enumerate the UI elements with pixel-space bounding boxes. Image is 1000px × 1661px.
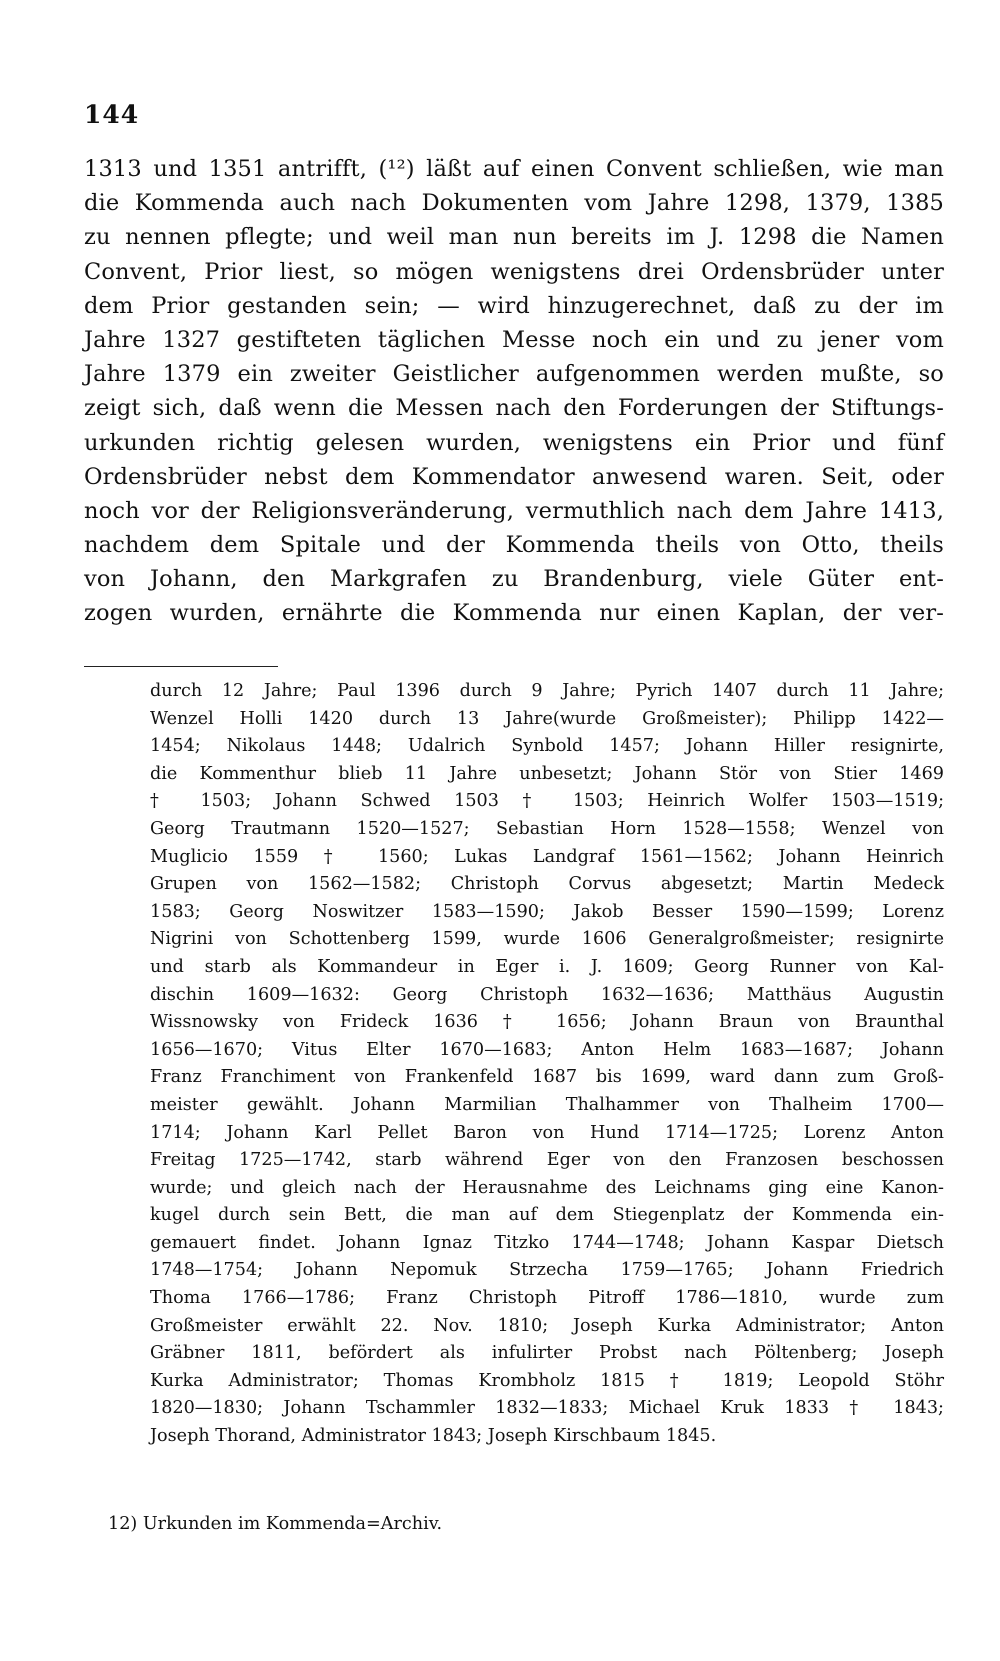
- note-line: durch 12 Jahre; Paul 1396 durch 9 Jahre; Pyrich 1407 durch 11 Jahre;: [150, 681, 944, 701]
- footnote-divider: [84, 666, 278, 667]
- note-line: Joseph Thorand, Administrator 1843; Joseph Kirschbaum 1845.: [150, 1426, 717, 1447]
- note-line: 1748—1754; Johann Nepomuk Strzecha 1759—1765; Johann Friedrich: [150, 1260, 944, 1281]
- note-line: 1583; Georg Noswitzer 1583—1590; Jakob Besser 1590—1599; Lorenz: [150, 901, 944, 922]
- note-line: 1714; Johann Karl Pellet Baron von Hund 1714—1725; Lorenz Anton: [150, 1122, 944, 1143]
- body-line: Jahre 1327 gestifteten täglichen Messe noch ein und zu jener vom: [84, 326, 944, 353]
- note-line: Muglicio 1559 † 1560; Lukas Landgraf 1561—1562; Johann Heinrich: [150, 846, 944, 867]
- note-line: meister gewählt. Johann Marmilian Thalhammer von Thalheim 1700—: [150, 1094, 944, 1115]
- note-line: Wenzel Holli 1420 durch 13 Jahre(wurde Großmeister); Philipp 1422—: [150, 708, 944, 729]
- note-line: Thoma 1766—1786; Franz Christoph Pitroff 1786—1810, wurde zum: [150, 1288, 944, 1309]
- note-line: Franz Franchiment von Frankenfeld 1687 bis 1699, ward dann zum Groß-: [150, 1067, 944, 1088]
- note-line: Nigrini von Schottenberg 1599, wurde 1606 Generalgroßmeister; resignirte: [150, 929, 944, 950]
- footnote-continuation: [84, 678, 944, 1451]
- note-line: Wissnowsky von Frideck 1636 † 1656; Johann Braun von Braunthal: [150, 1012, 944, 1033]
- body-text: [84, 152, 944, 631]
- body-line: zogen wurden, ernährte die Kommenda nur einen Kaplan, der ver-: [84, 600, 944, 627]
- note-line: 1820—1830; Johann Tschammler 1832—1833; Michael Kruk 1833 † 1843;: [150, 1398, 944, 1419]
- note-line: Georg Trautmann 1520—1527; Sebastian Horn 1528—1558; Wenzel von: [150, 818, 944, 839]
- body-line: noch vor der Religionsveränderung, vermuthlich nach dem Jahre 1413,: [84, 497, 944, 524]
- note-line: 1656—1670; Vitus Elter 1670—1683; Anton Helm 1683—1687; Johann: [150, 1039, 944, 1060]
- body-line: von Johann, den Markgrafen zu Brandenburg, viele Güter ent-: [84, 566, 944, 593]
- note-line: † 1503; Johann Schwed 1503 † 1503; Heinrich Wolfer 1503—1519;: [150, 791, 944, 812]
- body-line: dem Prior gestanden sein; — wird hinzugerechnet, daß zu der im: [84, 292, 944, 319]
- body-line: Jahre 1379 ein zweiter Geistlicher aufgenommen werden mußte, so: [84, 361, 944, 388]
- note-line: kugel durch sein Bett, die man auf dem Stiegenplatz der Kommenda ein-: [150, 1205, 944, 1226]
- note-line: 1454; Nikolaus 1448; Udalrich Synbold 1457; Johann Hiller resignirte,: [150, 736, 944, 757]
- body-line: Ordensbrüder nebst dem Kommendator anwesend waren. Seit, oder: [84, 463, 944, 490]
- note-line: wurde; und gleich nach der Herausnahme des Leichnams ging eine Kanon-: [150, 1177, 944, 1198]
- body-line: Convent, Prior liest, so mögen wenigstens drei Ordensbrüder unter: [84, 258, 944, 285]
- body-line: zeigt sich, daß wenn die Messen nach den Forderungen der Stiftungs-: [84, 395, 944, 422]
- note-line: und starb als Kommandeur in Eger i. J. 1609; Georg Runner von Kal-: [150, 956, 944, 977]
- note-line: dischin 1609—1632: Georg Christoph 1632—1636; Matthäus Augustin: [150, 984, 944, 1005]
- note-line: Gräbner 1811, befördert als infulirter Probst nach Pöltenberg; Joseph: [150, 1343, 944, 1364]
- note-line: Grupen von 1562—1582; Christoph Corvus abgesetzt; Martin Medeck: [150, 874, 944, 895]
- body-line: zu nennen pflegte; und weil man nun bereits im J. 1298 die Namen: [84, 224, 944, 251]
- note-line: Großmeister erwählt 22. Nov. 1810; Joseph Kurka Administrator; Anton: [150, 1315, 944, 1336]
- note-line: Kurka Administrator; Thomas Krombholz 1815 † 1819; Leopold Stöhr: [150, 1370, 944, 1391]
- body-line: die Kommenda auch nach Dokumenten vom Jahre 1298, 1379, 1385: [84, 190, 944, 217]
- body-line: 1313 und 1351 antrifft, (¹²) läßt auf einen Convent schließen, wie man: [84, 156, 944, 182]
- page-number: 144: [84, 100, 140, 129]
- footnote-12: 12) Urkunden im Kommenda=Archiv.: [108, 1514, 443, 1534]
- note-line: Freitag 1725—1742, starb während Eger von den Franzosen beschossen: [150, 1150, 944, 1171]
- note-line: gemauert findet. Johann Ignaz Titzko 1744—1748; Johann Kaspar Dietsch: [150, 1232, 944, 1253]
- note-line: die Kommenthur blieb 11 Jahre unbesetzt; Johann Stör von Stier 1469: [150, 763, 944, 784]
- body-line: urkunden richtig gelesen wurden, wenigstens ein Prior und fünf: [84, 429, 944, 456]
- body-line: nachdem dem Spitale und der Kommenda theils von Otto, theils: [84, 532, 944, 559]
